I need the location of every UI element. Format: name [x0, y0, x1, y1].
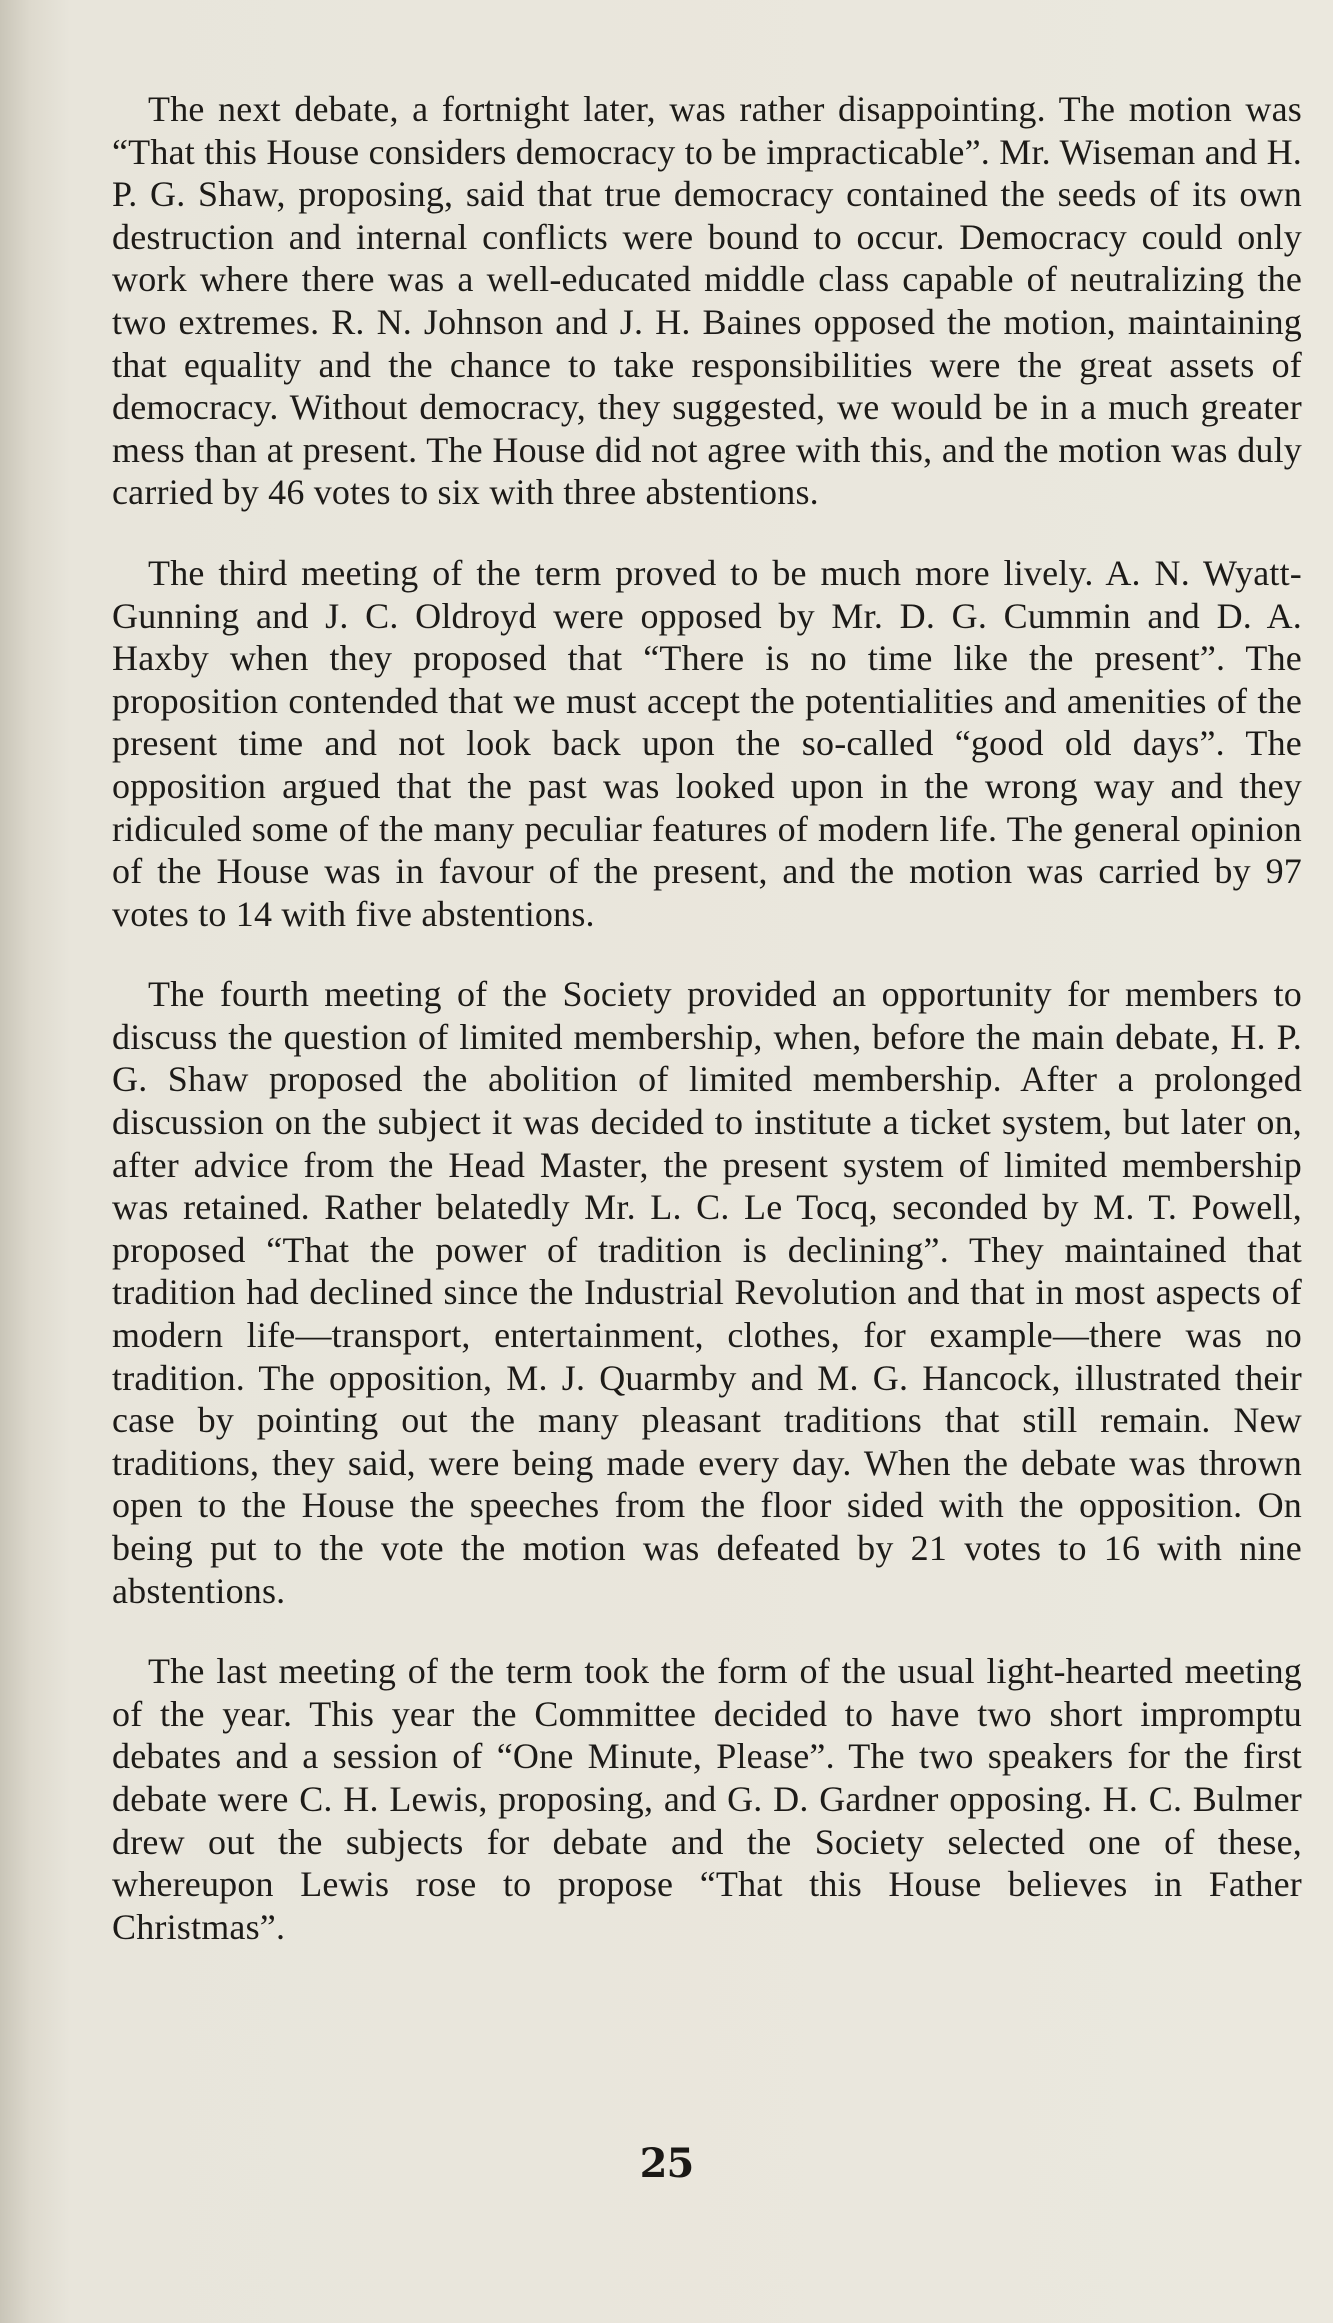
paragraph-no-time-like-present: The third meeting of the term proved to be much more lively. A. N. Wyatt-Gunning and J. C. Oldroyd were opposed by Mr. D. G. Cummin and D. A. Haxby when they proposed that “There is no time like the present”. The proposition contended that we must accept the potentialities and amenities of the present time and not look back upon the so-called “good old days”. The opposition argued that the past was looked upon in the wrong way and they ridiculed some of the many peculiar features of modern life. The general opinion of the House was in favour of the present, and the motion was carried by 97 votes to 14 with five abstentions.	[112, 552, 1302, 934]
page-number: 25	[639, 2140, 694, 2187]
article-body	[112, 88, 1302, 1986]
paragraph-democracy-debate: The next debate, a fortnight later, was rather disappointing. The motion was “That this House considers democracy to be impracticable”. Mr. Wiseman and H. P. G. Shaw, proposing, said that true democracy contained the seeds of its own destruction and internal conflicts were bound to occur. Democracy could only work where there was a well-educated middle class capable of neutralizing the two extremes. R. N. Johnson and J. H. Baines opposed the motion, maintaining that equality and the chance to take responsibilities were the great assets of democracy. Without democracy, they suggested, we would be in a much greater mess than at present. The House did not agree with this, and the motion was duly carried by 46 votes to six with three abstentions.	[112, 89, 1302, 513]
paragraph-last-meeting: The last meeting of the term took the form of the usual light-hearted meeting of the year. This year the Committee decided to have two short impromptu debates and a session of “One Minute, Please”. The two speakers for the first debate were C. H. Lewis, proposing, and G. D. Gardner opposing. H. C. Bulmer drew out the subjects for debate and the Society selected one of these, whereupon Lewis rose to propose “That this House believes in Father Christmas”.	[112, 1651, 1302, 1947]
paragraph-tradition-debate: The fourth meeting of the Society provided an opportunity for members to discuss the question of limited membership, when, before the main debate, H. P. G. Shaw proposed the abolition of limited membership. After a prolonged discussion on the subject it was decided to institute a ticket system, but later on, after advice from the Head Master, the present system of limited membership was retained. Rather belatedly Mr. L. C. Le Tocq, seconded by M. T. Powell, proposed “That the power of tradition is declining”. They maintained that tradition had declined since the Industrial Revolution and that in most aspects of modern life—transport, entertainment, clothes, for example—there was no tradition. The opposition, M. J. Quarmby and M. G. Hancock, illustrated their case by pointing out the many pleasant traditions that still remain. New traditions, they said, were being made every day. When the debate was thrown open to the House the speeches from the floor sided with the opposition. On being put to the vote the motion was defeated by 21 votes to 16 with nine abstentions.	[112, 974, 1302, 1611]
